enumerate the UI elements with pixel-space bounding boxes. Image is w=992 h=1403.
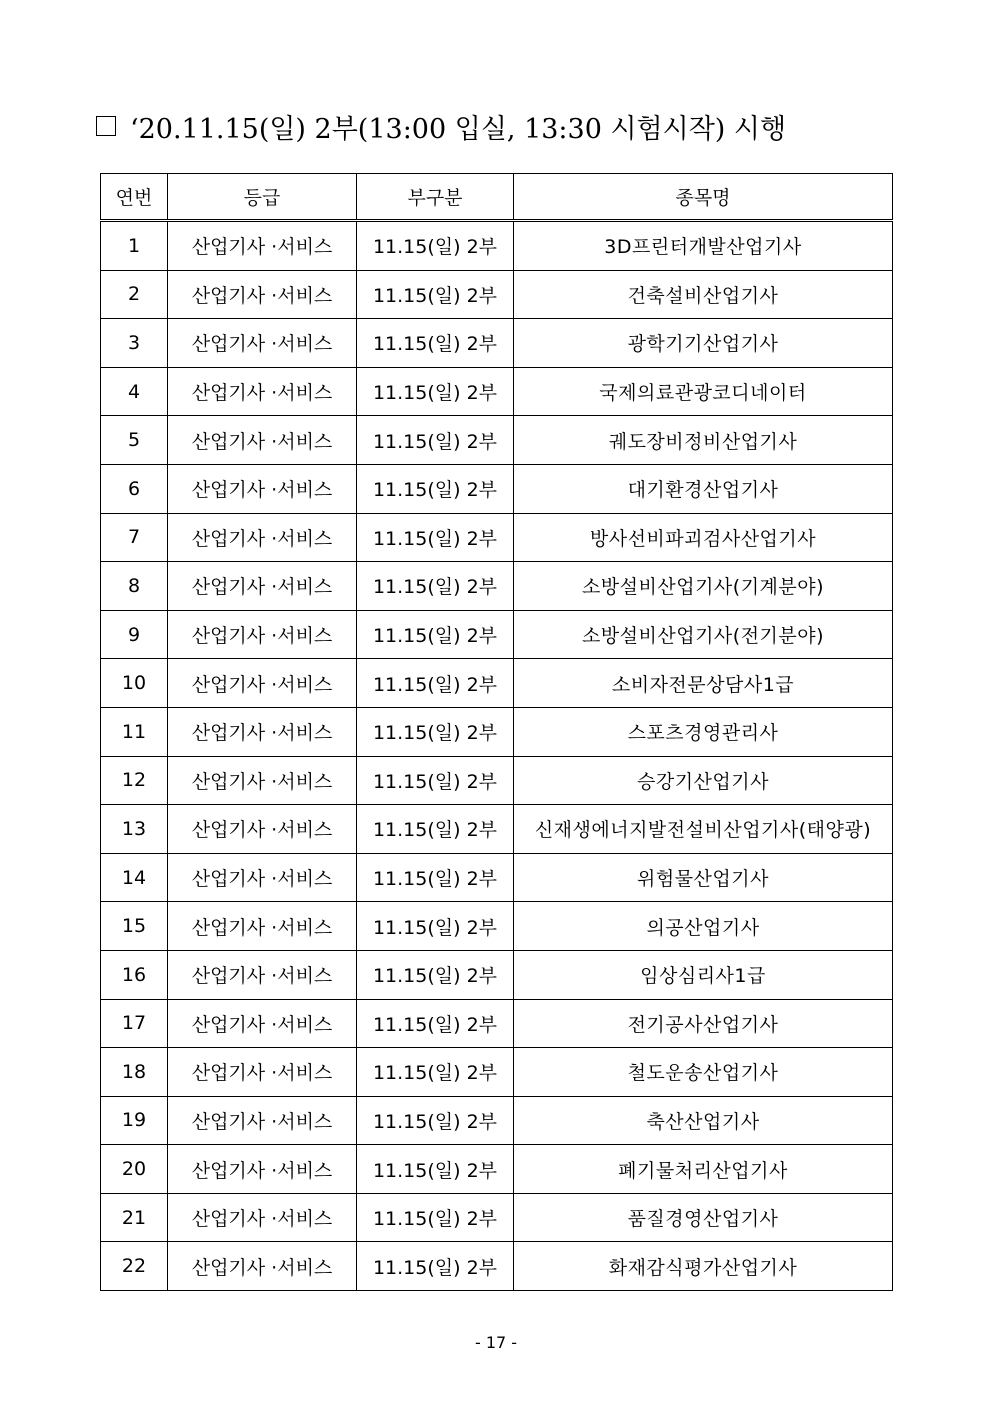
cell-grade: 산업기사 ·서비스	[168, 999, 357, 1048]
cell-session: 11.15(일) 2부	[357, 610, 514, 659]
table-row	[101, 853, 893, 902]
cell-session: 11.15(일) 2부	[357, 1242, 514, 1291]
cell-seq: 21	[101, 1193, 168, 1242]
cell-subject: 전기공사산업기사	[514, 999, 893, 1048]
cell-session: 11.15(일) 2부	[357, 1096, 514, 1145]
cell-seq: 18	[101, 1048, 168, 1097]
cell-subject: 위험물산업기사	[514, 853, 893, 902]
cell-session: 11.15(일) 2부	[357, 707, 514, 756]
cell-grade: 산업기사 ·서비스	[168, 319, 357, 368]
cell-subject: 철도운송산업기사	[514, 1048, 893, 1097]
table-row	[101, 1193, 893, 1242]
exam-schedule-table	[100, 173, 893, 1291]
cell-subject: 화재감식평가산업기사	[514, 1242, 893, 1291]
cell-session: 11.15(일) 2부	[357, 999, 514, 1048]
cell-session: 11.15(일) 2부	[357, 805, 514, 854]
cell-seq: 1	[101, 221, 168, 271]
cell-subject: 신재생에너지발전설비산업기사(태양광)	[514, 805, 893, 854]
cell-subject: 스포츠경영관리사	[514, 707, 893, 756]
cell-grade: 산업기사 ·서비스	[168, 464, 357, 513]
cell-grade: 산업기사 ·서비스	[168, 707, 357, 756]
table-row	[101, 610, 893, 659]
cell-seq: 11	[101, 707, 168, 756]
cell-seq: 6	[101, 464, 168, 513]
page-number: - 17 -	[474, 1333, 518, 1352]
cell-seq: 17	[101, 999, 168, 1048]
cell-grade: 산업기사 ·서비스	[168, 1048, 357, 1097]
cell-grade: 산업기사 ·서비스	[168, 513, 357, 562]
cell-grade: 산업기사 ·서비스	[168, 562, 357, 611]
cell-grade: 산업기사 ·서비스	[168, 610, 357, 659]
cell-seq: 4	[101, 367, 168, 416]
table-row	[101, 1145, 893, 1194]
cell-grade: 산업기사 ·서비스	[168, 416, 357, 465]
cell-session: 11.15(일) 2부	[357, 950, 514, 999]
cell-grade: 산업기사 ·서비스	[168, 950, 357, 999]
table-row	[101, 367, 893, 416]
header-subject: 종목명	[514, 174, 893, 221]
cell-seq: 9	[101, 610, 168, 659]
cell-subject: 궤도장비정비산업기사	[514, 416, 893, 465]
cell-grade: 산업기사 ·서비스	[168, 756, 357, 805]
cell-seq: 19	[101, 1096, 168, 1145]
header-row	[101, 174, 893, 221]
table-row	[101, 464, 893, 513]
cell-subject: 소방설비산업기사(기계분야)	[514, 562, 893, 611]
cell-session: 11.15(일) 2부	[357, 464, 514, 513]
cell-seq: 22	[101, 1242, 168, 1291]
cell-seq: 5	[101, 416, 168, 465]
cell-session: 11.15(일) 2부	[357, 1145, 514, 1194]
cell-grade: 산업기사 ·서비스	[168, 221, 357, 271]
table-row	[101, 999, 893, 1048]
cell-grade: 산업기사 ·서비스	[168, 1096, 357, 1145]
cell-subject: 대기환경산업기사	[514, 464, 893, 513]
cell-subject: 축산산업기사	[514, 1096, 893, 1145]
table-header	[101, 174, 893, 221]
cell-subject: 소비자전문상담사1급	[514, 659, 893, 708]
cell-grade: 산업기사 ·서비스	[168, 1242, 357, 1291]
cell-session: 11.15(일) 2부	[357, 513, 514, 562]
cell-grade: 산업기사 ·서비스	[168, 659, 357, 708]
table-row	[101, 1242, 893, 1291]
cell-seq: 13	[101, 805, 168, 854]
table-row	[101, 416, 893, 465]
cell-subject: 의공산업기사	[514, 902, 893, 951]
cell-session: 11.15(일) 2부	[357, 319, 514, 368]
cell-seq: 7	[101, 513, 168, 562]
cell-seq: 14	[101, 853, 168, 902]
table-row	[101, 902, 893, 951]
cell-session: 11.15(일) 2부	[357, 659, 514, 708]
cell-subject: 승강기산업기사	[514, 756, 893, 805]
cell-seq: 10	[101, 659, 168, 708]
cell-subject: 광학기기산업기사	[514, 319, 893, 368]
cell-grade: 산업기사 ·서비스	[168, 805, 357, 854]
cell-subject: 소방설비산업기사(전기분야)	[514, 610, 893, 659]
table-row	[101, 707, 893, 756]
table-row	[101, 513, 893, 562]
table-row	[101, 950, 893, 999]
cell-seq: 3	[101, 319, 168, 368]
cell-subject: 품질경영산업기사	[514, 1193, 893, 1242]
table-row	[101, 270, 893, 319]
table-body	[101, 221, 893, 1291]
cell-subject: 국제의료관광코디네이터	[514, 367, 893, 416]
table-row	[101, 562, 893, 611]
table-row	[101, 319, 893, 368]
table-row	[101, 1048, 893, 1097]
table-row	[101, 805, 893, 854]
table-row	[101, 659, 893, 708]
cell-session: 11.15(일) 2부	[357, 562, 514, 611]
cell-session: 11.15(일) 2부	[357, 1193, 514, 1242]
cell-session: 11.15(일) 2부	[357, 756, 514, 805]
cell-subject: 폐기물처리산업기사	[514, 1145, 893, 1194]
cell-subject: 3D프린터개발산업기사	[514, 221, 893, 271]
cell-session: 11.15(일) 2부	[357, 902, 514, 951]
cell-session: 11.15(일) 2부	[357, 367, 514, 416]
cell-seq: 16	[101, 950, 168, 999]
cell-grade: 산업기사 ·서비스	[168, 367, 357, 416]
table-row	[101, 221, 893, 271]
checkbox-icon	[96, 116, 116, 136]
table-row	[101, 756, 893, 805]
cell-seq: 15	[101, 902, 168, 951]
cell-subject: 방사선비파괴검사산업기사	[514, 513, 893, 562]
cell-grade: 산업기사 ·서비스	[168, 270, 357, 319]
header-session: 부구분	[357, 174, 514, 221]
cell-grade: 산업기사 ·서비스	[168, 853, 357, 902]
cell-session: 11.15(일) 2부	[357, 416, 514, 465]
header-grade: 등급	[168, 174, 357, 221]
cell-seq: 2	[101, 270, 168, 319]
header-seq: 연번	[101, 174, 168, 221]
cell-session: 11.15(일) 2부	[357, 221, 514, 271]
cell-seq: 8	[101, 562, 168, 611]
cell-session: 11.15(일) 2부	[357, 270, 514, 319]
heading-text: ‘20.11.15(일) 2부(13:00 입실, 13:30 시험시작) 시행	[130, 113, 787, 145]
cell-session: 11.15(일) 2부	[357, 1048, 514, 1097]
cell-seq: 12	[101, 756, 168, 805]
cell-seq: 20	[101, 1145, 168, 1194]
cell-subject: 건축설비산업기사	[514, 270, 893, 319]
cell-grade: 산업기사 ·서비스	[168, 1145, 357, 1194]
section-heading	[96, 104, 786, 148]
cell-grade: 산업기사 ·서비스	[168, 902, 357, 951]
cell-session: 11.15(일) 2부	[357, 853, 514, 902]
table-row	[101, 1096, 893, 1145]
cell-subject: 임상심리사1급	[514, 950, 893, 999]
cell-grade: 산업기사 ·서비스	[168, 1193, 357, 1242]
